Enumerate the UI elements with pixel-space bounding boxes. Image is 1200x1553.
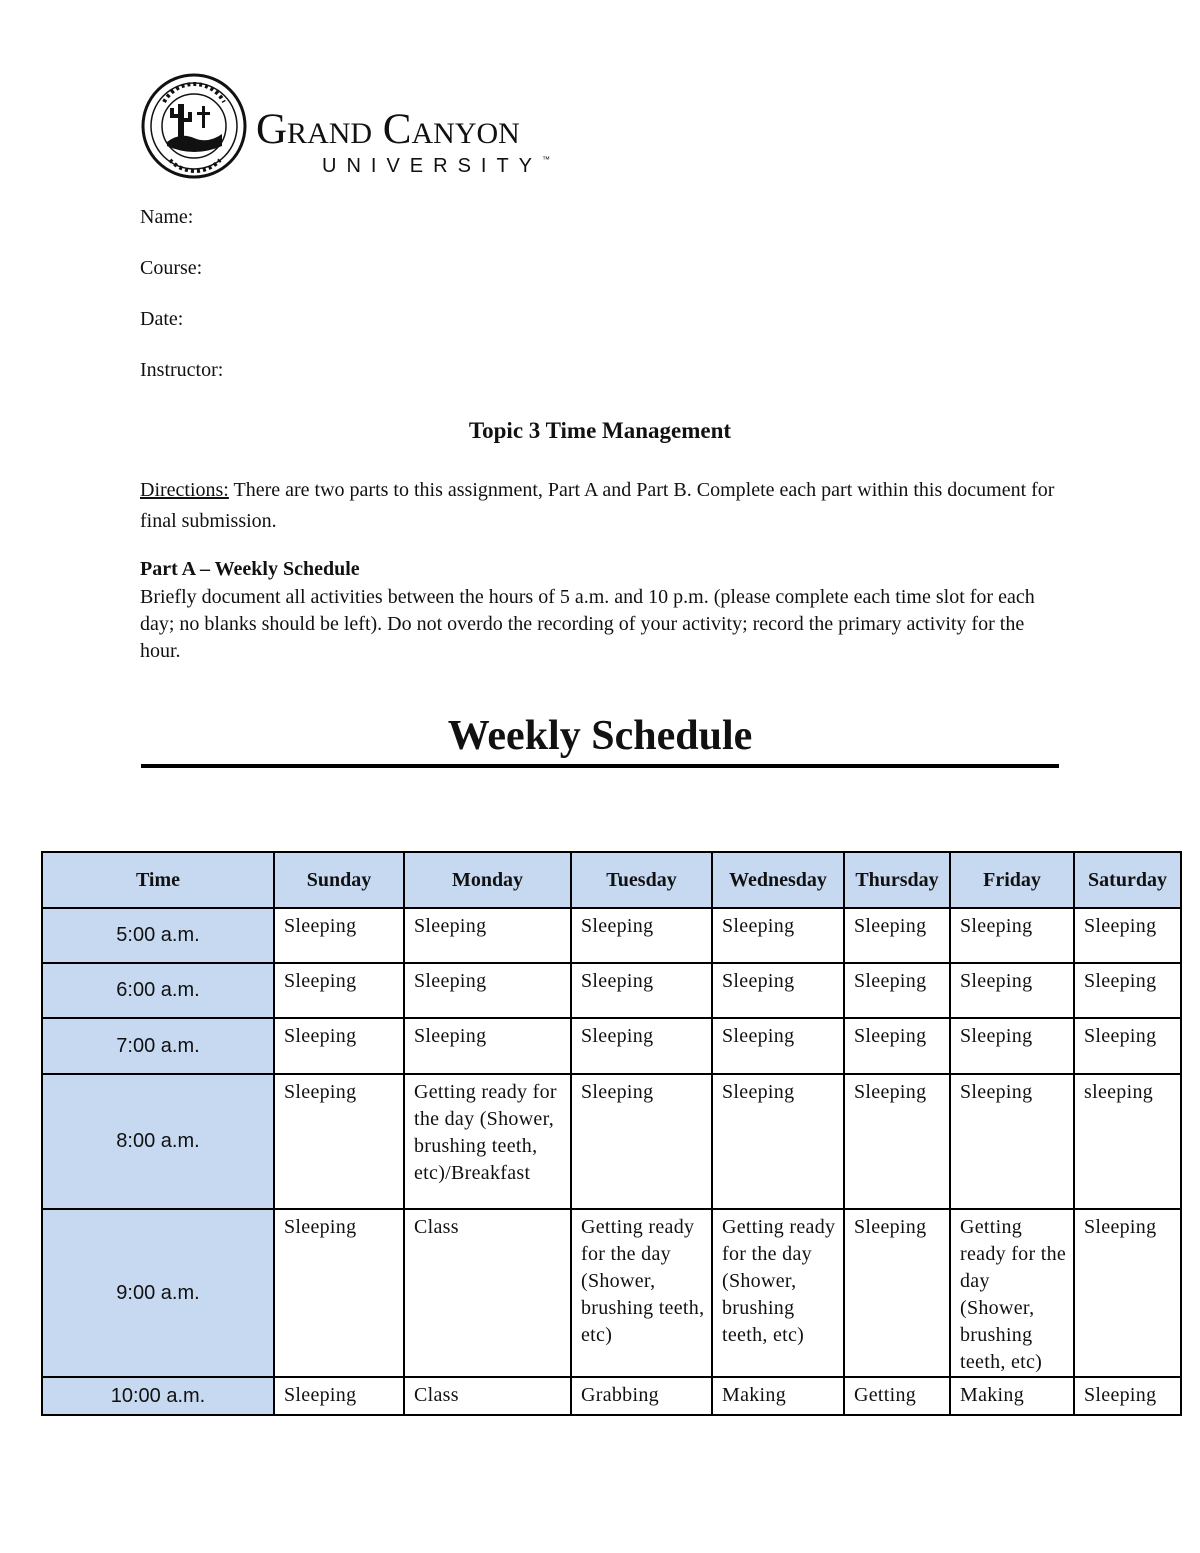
logo-wordmark-line1: Grand Canyon [256, 106, 520, 153]
table-cell[interactable]: Grabbing [571, 1377, 712, 1415]
table-cell[interactable]: Sleeping [404, 908, 571, 963]
table-row [42, 1018, 1181, 1074]
table-cell[interactable]: Sleeping [712, 963, 844, 1018]
table-cell[interactable]: Sleeping [712, 1074, 844, 1209]
table-row [42, 963, 1181, 1018]
document-title: Topic 3 Time Management [468, 418, 732, 443]
table-cell[interactable]: Getting ready for the day (Shower, brushing teeth, etc) [571, 1209, 712, 1377]
time-cell: 10:00 a.m. [42, 1377, 274, 1415]
directions-paragraph [140, 475, 1060, 537]
table-cell[interactable]: Sleeping [1074, 1377, 1181, 1415]
table-cell[interactable]: Getting ready for the day (Shower, brushing teeth, etc) [950, 1209, 1074, 1377]
table-cell[interactable]: sleeping [1074, 1074, 1181, 1209]
table-cell[interactable]: Sleeping [274, 908, 404, 963]
table-cell[interactable]: Getting [844, 1377, 950, 1415]
table-cell[interactable]: Sleeping [404, 963, 571, 1018]
table-row [42, 1074, 1181, 1209]
column-header-wednesday: Wednesday [712, 852, 844, 908]
part-a-heading: Part A – Weekly Schedule [140, 558, 360, 580]
table-cell[interactable]: Sleeping [571, 908, 712, 963]
time-cell: 6:00 a.m. [42, 963, 274, 1018]
table-cell[interactable]: Sleeping [274, 1209, 404, 1377]
date-label: Date: [140, 308, 184, 330]
table-cell[interactable]: Sleeping [950, 1018, 1074, 1074]
table-cell[interactable]: Sleeping [571, 1074, 712, 1209]
table-cell[interactable]: Getting ready for the day (Shower, brushing teeth, etc)/Breakfast [404, 1074, 571, 1209]
table-cell[interactable]: Sleeping [844, 908, 950, 963]
table-cell[interactable]: Making [712, 1377, 844, 1415]
table-cell[interactable]: Sleeping [844, 963, 950, 1018]
table-cell[interactable]: Sleeping [844, 1018, 950, 1074]
table-row [42, 1209, 1181, 1377]
table-cell[interactable]: Making [950, 1377, 1074, 1415]
directions-label: Directions: [140, 479, 229, 501]
table-cell[interactable]: Sleeping [274, 963, 404, 1018]
name-label: Name: [140, 206, 194, 228]
time-cell: 7:00 a.m. [42, 1018, 274, 1074]
column-header-friday: Friday [950, 852, 1074, 908]
column-header-time: Time [42, 852, 274, 908]
table-header-row [42, 852, 1181, 908]
table-cell[interactable]: Sleeping [950, 1074, 1074, 1209]
table-cell[interactable]: Sleeping [1074, 1209, 1181, 1377]
table-row [42, 908, 1181, 963]
table-cell[interactable]: Sleeping [844, 1209, 950, 1377]
weekly-schedule-table [41, 851, 1182, 1416]
weekly-schedule-title: Weekly Schedule [447, 713, 753, 759]
table-cell[interactable]: Sleeping [1074, 1018, 1181, 1074]
column-header-sunday: Sunday [274, 852, 404, 908]
logo-wordmark-line2: UNIVERSITY™ [322, 155, 551, 177]
table-cell[interactable]: Sleeping [950, 908, 1074, 963]
time-cell: 9:00 a.m. [42, 1209, 274, 1377]
table-cell[interactable]: Sleeping [274, 1018, 404, 1074]
course-label: Course: [140, 257, 203, 279]
table-cell[interactable]: Sleeping [274, 1377, 404, 1415]
column-header-thursday: Thursday [844, 852, 950, 908]
table-cell[interactable]: Sleeping [950, 963, 1074, 1018]
table-cell[interactable]: Sleeping [1074, 963, 1181, 1018]
instructor-label: Instructor: [140, 359, 224, 381]
university-logo [140, 72, 620, 184]
table-cell[interactable]: Sleeping [844, 1074, 950, 1209]
table-cell[interactable]: Class [404, 1377, 571, 1415]
column-header-saturday: Saturday [1074, 852, 1181, 908]
time-cell: 8:00 a.m. [42, 1074, 274, 1209]
table-cell[interactable]: Sleeping [571, 1018, 712, 1074]
column-header-monday: Monday [404, 852, 571, 908]
table-cell[interactable]: Sleeping [404, 1018, 571, 1074]
table-cell[interactable]: Sleeping [1074, 908, 1181, 963]
table-cell[interactable]: Sleeping [712, 908, 844, 963]
time-cell: 5:00 a.m. [42, 908, 274, 963]
table-cell[interactable]: Sleeping [571, 963, 712, 1018]
title-underline [141, 764, 1059, 768]
table-cell[interactable]: Sleeping [274, 1074, 404, 1209]
university-seal-icon [140, 72, 248, 180]
table-row [42, 1377, 1181, 1415]
table-cell[interactable]: Class [404, 1209, 571, 1377]
directions-text: There are two parts to this assignment, Part A and Part B. Complete each part within this document for final submission. [140, 479, 1055, 532]
table-cell[interactable]: Sleeping [712, 1018, 844, 1074]
part-a-instructions: Briefly document all activities between the hours of 5 a.m. and 10 p.m. (please complete each time slot for each day; no blanks should be left). Do not overdo the recording of your activity; record the primary activity for the hour. [140, 586, 1035, 662]
column-header-tuesday: Tuesday [571, 852, 712, 908]
table-cell[interactable]: Getting ready for the day (Shower, brushing teeth, etc) [712, 1209, 844, 1377]
